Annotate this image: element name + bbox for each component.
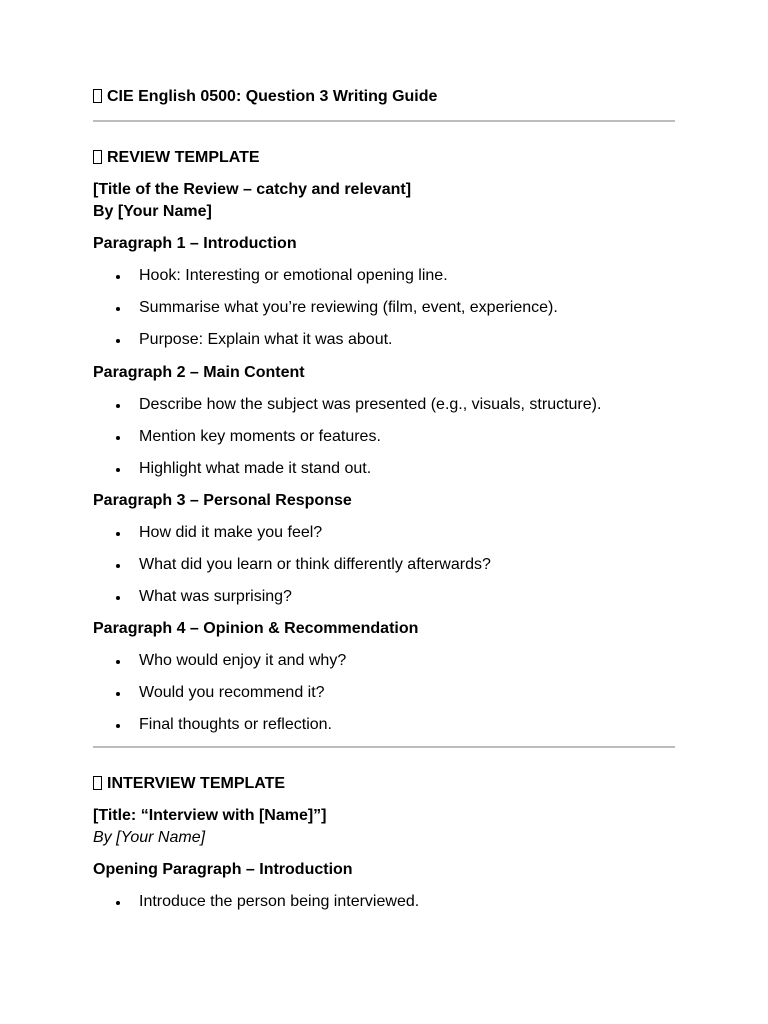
list-item-text: How did it make you feel?	[139, 524, 323, 541]
list-item-text: Final thoughts or reflection.	[139, 716, 332, 733]
interview-heading-text: INTERVIEW TEMPLATE	[107, 775, 286, 792]
divider	[93, 746, 675, 748]
bullet-list	[93, 650, 675, 736]
bullet-list	[93, 522, 675, 608]
list-item-text: Would you recommend it?	[139, 684, 325, 701]
divider	[93, 120, 675, 122]
list-item	[93, 329, 675, 351]
list-item	[93, 297, 675, 319]
interview-heading	[93, 773, 675, 795]
list-item	[93, 426, 675, 448]
interview-title-line: [Title: “Interview with [Name]”]	[93, 807, 327, 824]
list-item-text: What did you learn or think differently afterwards?	[139, 556, 491, 573]
document-page	[93, 86, 675, 913]
list-item-text: Summarise what you’re reviewing (film, event, experience).	[139, 299, 558, 316]
document-title	[93, 86, 675, 108]
interview-byline: By [Your Name]	[93, 829, 206, 846]
bullet-icon	[116, 901, 120, 905]
list-item	[93, 682, 675, 704]
review-heading-text: REVIEW TEMPLATE	[107, 149, 260, 166]
list-item	[93, 458, 675, 480]
bullet-list	[93, 394, 675, 480]
list-item	[93, 394, 675, 416]
list-item	[93, 522, 675, 544]
missing-glyph-icon	[93, 150, 102, 164]
list-item	[93, 650, 675, 672]
bullet-icon	[116, 564, 120, 568]
bullet-list	[93, 265, 675, 351]
section-heading: Paragraph 3 – Personal Response	[93, 492, 352, 509]
list-item-text: Introduce the person being interviewed.	[139, 893, 420, 910]
list-item-text: Describe how the subject was presented (e.g., visuals, structure).	[139, 396, 602, 413]
bullet-icon	[116, 307, 120, 311]
review-title-line: [Title of the Review – catchy and relevant]	[93, 181, 412, 198]
bullet-icon	[116, 436, 120, 440]
bullet-icon	[116, 339, 120, 343]
list-item	[93, 586, 675, 608]
bullet-icon	[116, 404, 120, 408]
list-item-text: Hook: Interesting or emotional opening line.	[139, 267, 448, 284]
list-item	[93, 265, 675, 287]
review-byline: By [Your Name]	[93, 203, 212, 220]
list-item-text: Purpose: Explain what it was about.	[139, 331, 393, 348]
document-title-text: CIE English 0500: Question 3 Writing Guide	[107, 88, 438, 105]
list-item	[93, 714, 675, 736]
list-item-text: What was surprising?	[139, 588, 292, 605]
bullet-icon	[116, 724, 120, 728]
list-item-text: Who would enjoy it and why?	[139, 652, 347, 669]
list-item-text: Highlight what made it stand out.	[139, 460, 372, 477]
bullet-icon	[116, 532, 120, 536]
bullet-icon	[116, 275, 120, 279]
bullet-icon	[116, 692, 120, 696]
section-heading: Paragraph 2 – Main Content	[93, 364, 305, 381]
list-item	[93, 891, 675, 913]
section-heading: Paragraph 4 – Opinion & Recommendation	[93, 620, 419, 637]
bullet-icon	[116, 468, 120, 472]
missing-glyph-icon	[93, 89, 102, 103]
bullet-icon	[116, 660, 120, 664]
missing-glyph-icon	[93, 776, 102, 790]
list-item-text: Mention key moments or features.	[139, 428, 381, 445]
bullet-list	[93, 891, 675, 913]
list-item	[93, 554, 675, 576]
bullet-icon	[116, 596, 120, 600]
section-heading: Paragraph 1 – Introduction	[93, 235, 297, 252]
review-heading	[93, 147, 675, 169]
section-heading: Opening Paragraph – Introduction	[93, 861, 353, 878]
